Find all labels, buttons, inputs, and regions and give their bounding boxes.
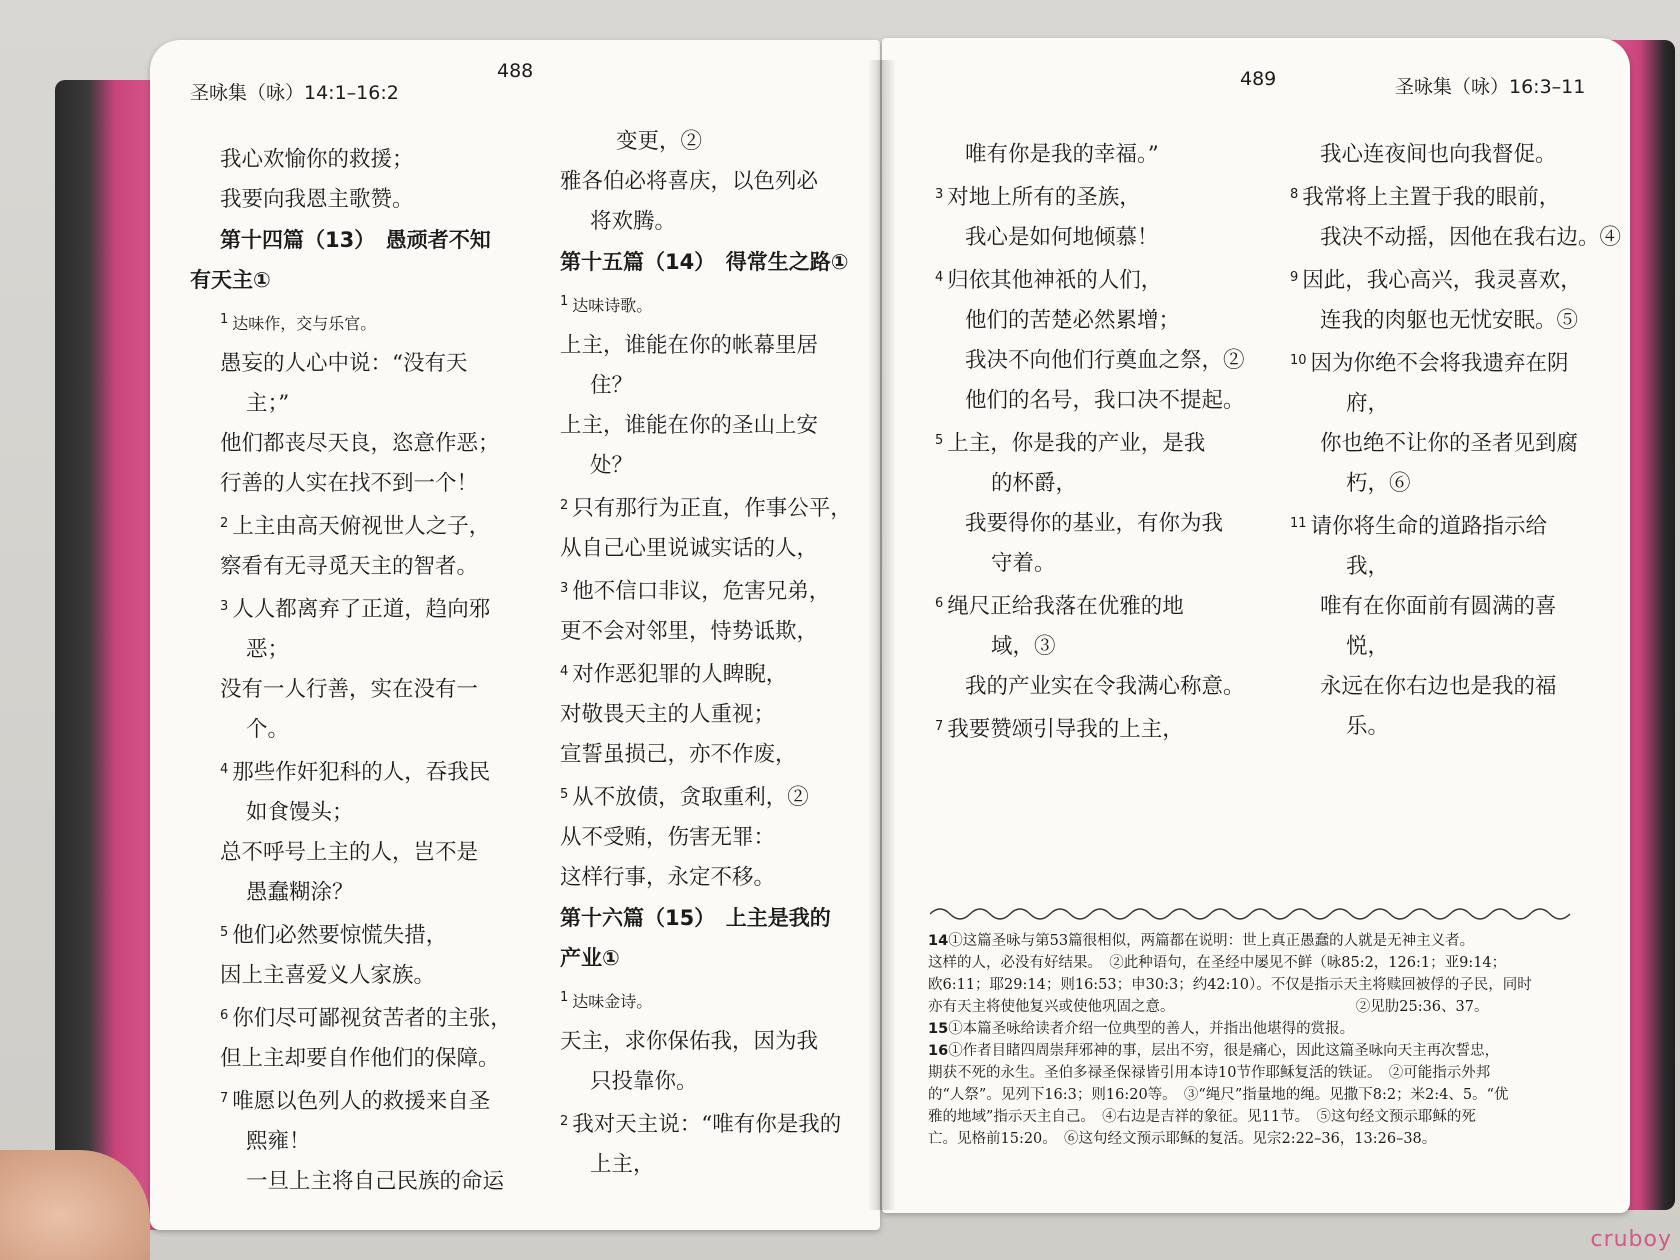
verse-text: 一旦上主将自己民族的命运 (246, 1169, 505, 1194)
verse-text: 上主，谁能在你的圣山上安 (560, 413, 819, 438)
verse-line (560, 858, 880, 898)
footnote-text: 的“人祭”。见列下16:3；则16:20等。 ③“绳尺”指量地的绳。见撒下8:2；米2:4、5。“优 (928, 1087, 1509, 1103)
verse-text: 你们尽可鄙视贫苦者的主张， (232, 1006, 512, 1031)
verse-text: 我要向我恩主歌赞。 (220, 187, 414, 212)
verse-line (190, 547, 530, 587)
verse-text: 连我的肉躯也无忧安眠。⑤ (1320, 308, 1579, 333)
verse-text: 的杯爵， (991, 471, 1078, 496)
verse-line (560, 569, 880, 612)
verse-line (935, 707, 1275, 750)
verse-number: 9 (1290, 270, 1299, 285)
verse-number: 2 (560, 498, 569, 513)
footnote-text: ①本篇圣咏给读者介绍一位典型的善人，并指出他堪得的赏报。 (948, 1021, 1355, 1037)
verse-text: 我要得你的基业，有你为我 (965, 511, 1224, 536)
footnote-line (928, 1084, 1588, 1106)
verse-text: 唯愿以色列人的救援来自圣 (232, 1089, 491, 1114)
verse-text: 处？ (590, 453, 634, 478)
verse-number: 1 (220, 312, 229, 327)
verse-text: 总不呼号上主的人，岂不是 (220, 840, 479, 865)
verse-text: 变更，② (616, 129, 703, 154)
footnote-text: 这样的人，必没有好结果。 ②此种语句，在圣经中屡见不鲜（咏85:2，126:1；亚9:14； (928, 955, 1507, 971)
footnote-text: 亦有天主将使他复兴或使他巩固之意。 ②见肋25:36、37。 (928, 999, 1489, 1015)
verse-text: 我心欢愉你的救援； (220, 147, 414, 172)
verse-line (560, 978, 880, 1022)
verse-number: 10 (1290, 353, 1307, 368)
left-running-head: 圣咏集（咏）14:1–16:2 (190, 82, 399, 104)
verse-number: 4 (220, 762, 229, 777)
verse-line (935, 258, 1275, 301)
verse-line (190, 956, 530, 996)
verse-line (190, 1122, 530, 1162)
verse-number: 1 (560, 294, 569, 309)
verse-line (560, 122, 880, 162)
verse-number: 3 (560, 581, 569, 596)
verse-number: 5 (220, 925, 229, 940)
psalm-heading (560, 242, 880, 282)
psalm-heading (560, 938, 880, 978)
footnote-line (928, 1018, 1588, 1040)
verse-line (560, 162, 880, 202)
verse-line (560, 775, 880, 818)
verse-line (560, 486, 880, 529)
verse-line (190, 180, 530, 220)
verse-text: 我要赞颂引导我的上主， (947, 717, 1184, 742)
footnote-text: 亡。见格前15:20。 ⑥这句经文预示耶稣的复活。见宗2:22–36，13:26–38。 (928, 1131, 1437, 1147)
right-page-column-1 (935, 135, 1275, 750)
footnote-line (928, 974, 1588, 996)
verse-line (190, 1079, 530, 1122)
verse-number: 7 (935, 719, 944, 734)
footnote-text: 期获不死的永生。圣伯多禄圣保禄皆引用本诗10节作耶稣复活的铁证。 ②可能指示外邦 (928, 1065, 1491, 1081)
verse-line (190, 793, 530, 833)
verse-text: 请你将生命的道路指示给 (1310, 514, 1548, 539)
verse-text: 我心是如何地倾慕！ (965, 225, 1159, 250)
verse-line (935, 381, 1275, 421)
verse-text: 他们都丧尽天良，恣意作恶； (220, 431, 500, 456)
verse-text: 产业① (560, 946, 620, 970)
verse-line (1290, 547, 1620, 587)
verse-line (1290, 667, 1620, 707)
verse-line (560, 695, 880, 735)
verse-number: 5 (560, 787, 569, 802)
footnote-text: ①这篇圣咏与第53篇很相似，两篇都在说明：世上真正愚蠢的人就是无神主义者。 (948, 933, 1475, 949)
verse-line (190, 424, 530, 464)
verse-text: 雅各伯必将喜庆，以色列必 (560, 169, 819, 194)
verse-text: 唯有在你面前有圆满的喜 (1320, 594, 1557, 619)
verse-text: 主；” (246, 391, 290, 416)
footnote-line (928, 1040, 1588, 1062)
verse-line (935, 504, 1275, 544)
footnote-line (928, 952, 1588, 974)
verse-line (190, 670, 530, 710)
verse-text: 他们的苦楚必然累增； (965, 308, 1181, 333)
verse-line (935, 421, 1275, 464)
verse-text: 我对天主说：“唯有你是我的 (572, 1112, 842, 1137)
verse-text: 域，③ (991, 634, 1056, 659)
verse-line (935, 341, 1275, 381)
verse-line (190, 873, 530, 913)
verse-number: 6 (935, 596, 944, 611)
verse-number: 1 (560, 990, 569, 1005)
verse-text: 绳尺正给我落在优雅的地 (947, 594, 1184, 619)
footnotes (928, 930, 1588, 1150)
verse-text: 对地上所有的圣族， (947, 185, 1141, 210)
verse-line (560, 652, 880, 695)
verse-line (1290, 504, 1620, 547)
psalm-heading (560, 898, 880, 938)
verse-text: 没有一人行善，实在没有一 (220, 677, 479, 702)
watermark: cruboy (1590, 1227, 1672, 1252)
verse-line (1290, 384, 1620, 424)
footnote-text: 欧6:11；耶29:14；则16:53；申30:3；约42:10）。不仅是指示天主将赎回被俘的子民，同时 (928, 977, 1532, 993)
verse-line (190, 384, 530, 424)
verse-text: 只有那行为正直，作事公平， (572, 496, 852, 521)
verse-text: 悦， (1346, 634, 1390, 659)
right-page-number: 489 (1240, 68, 1277, 90)
book-cover-left-edge (55, 80, 165, 1230)
verse-text: 我， (1346, 554, 1390, 579)
verse-text: 因上主喜爱义人家族。 (220, 963, 436, 988)
verse-line (190, 630, 530, 670)
footnote-psalm-number: 15 (928, 1021, 949, 1037)
verse-text: 从自己心里说诚实话的人， (560, 536, 819, 561)
verse-text: 将欢腾。 (590, 209, 677, 234)
verse-text: 上主，你是我的产业，是我 (947, 431, 1206, 456)
verse-text: 达味诗歌。 (572, 296, 653, 315)
verse-text: 乐。 (1346, 714, 1390, 739)
verse-text: 从不放债，贪取重利，② (572, 785, 809, 810)
verse-line (1290, 175, 1620, 218)
verse-text: 上主，谁能在你的帐幕里居 (560, 333, 819, 358)
verse-text: 我决不向他们行奠血之祭，② (965, 348, 1245, 373)
verse-text: 对作恶犯罪的人睥睨， (572, 662, 788, 687)
verse-text: 府， (1346, 391, 1390, 416)
verse-line (560, 282, 880, 326)
verse-number: 11 (1290, 516, 1307, 531)
verse-line (1290, 707, 1620, 747)
verse-text: 我心连夜间也向我督促。 (1320, 142, 1557, 167)
verse-text: 更不会对邻里，恃势诋欺， (560, 619, 819, 644)
verse-text: 我决不动摇，因他在我右边。④ (1320, 225, 1622, 250)
verse-text: 他们的名号，我口决不提起。 (965, 388, 1245, 413)
verse-line (560, 529, 880, 569)
verse-line (1290, 627, 1620, 667)
verse-text: 察看有无寻觅天主的智者。 (220, 554, 479, 579)
verse-line (560, 1022, 880, 1062)
verse-line (935, 218, 1275, 258)
verse-text: 唯有你是我的幸福。” (965, 142, 1159, 167)
verse-text: 但上主却要自作他们的保障。 (220, 1046, 500, 1071)
footnote-line (928, 1106, 1588, 1128)
verse-line (935, 584, 1275, 627)
verse-line (190, 833, 530, 873)
verse-line (190, 587, 530, 630)
verse-line (190, 344, 530, 384)
verse-text: 归依其他神祇的人们， (947, 268, 1163, 293)
verse-line (190, 710, 530, 750)
verse-text: 那些作奸犯科的人，吞我民 (232, 760, 491, 785)
verse-line (1290, 258, 1620, 301)
verse-text: 愚妄的人心中说：“没有天 (220, 351, 468, 376)
verse-text: 熙雍！ (246, 1129, 311, 1154)
verse-line (560, 406, 880, 446)
footnote-divider-wave (930, 900, 1580, 924)
verse-line (935, 135, 1275, 175)
footnote-psalm-number: 14 (928, 933, 949, 949)
verse-text: 第十五篇（14） 得常生之路① (560, 250, 849, 274)
verse-number: 8 (1290, 187, 1299, 202)
verse-line (560, 818, 880, 858)
verse-text: 因为你绝不会将我遗弃在阴 (1310, 351, 1569, 376)
footnote-line (928, 1062, 1588, 1084)
verse-text: 因此，我心高兴，我灵喜欢， (1302, 268, 1582, 293)
verse-line (190, 996, 530, 1039)
left-page-number: 488 (497, 60, 534, 82)
verse-text: 达味金诗。 (572, 992, 653, 1011)
verse-number: 6 (220, 1008, 229, 1023)
verse-line (190, 504, 530, 547)
verse-line (935, 301, 1275, 341)
verse-text: 人人都离弃了正道，趋向邪 (232, 597, 491, 622)
verse-line (935, 627, 1275, 667)
verse-text: 我的产业实在令我满心称意。 (965, 674, 1245, 699)
verse-text: 有天主① (190, 268, 271, 292)
left-page-column-2 (560, 122, 880, 1185)
verse-line (560, 366, 880, 406)
verse-line (560, 326, 880, 366)
verse-number: 3 (935, 187, 944, 202)
verse-line (560, 1102, 880, 1145)
verse-line (190, 300, 530, 344)
left-page-column-1 (190, 140, 530, 1202)
verse-text: 永远在你右边也是我的福 (1320, 674, 1557, 699)
verse-text: 从不受贿，伤害无罪： (560, 825, 776, 850)
verse-text: 上主由高天俯视世人之子， (232, 514, 491, 539)
verse-text: 天主，求你保佑我，因为我 (560, 1029, 819, 1054)
verse-text: 对敬畏天主的人重视； (560, 702, 776, 727)
verse-line (935, 175, 1275, 218)
verse-line (935, 464, 1275, 504)
verse-line (190, 1039, 530, 1079)
verse-line (190, 140, 530, 180)
verse-line (1290, 301, 1620, 341)
footnote-line (928, 930, 1588, 952)
verse-line (935, 544, 1275, 584)
right-page-column-2 (1290, 135, 1620, 747)
right-running-head: 圣咏集（咏）16:3–11 (1395, 76, 1586, 98)
verse-line (560, 612, 880, 652)
verse-text: 住？ (590, 373, 634, 398)
psalm-heading (190, 220, 530, 260)
verse-text: 只投靠你。 (590, 1069, 698, 1094)
verse-number: 2 (560, 1114, 569, 1129)
footnote-line (928, 996, 1588, 1018)
verse-text: 个。 (246, 717, 290, 742)
verse-text: 第十六篇（15） 上主是我的 (560, 906, 831, 930)
verse-line (190, 464, 530, 504)
verse-line (1290, 424, 1620, 464)
verse-text: 愚蠢糊涂？ (246, 880, 354, 905)
footnote-text: 雅的地域”指示天主自己。 ④右边是吉祥的象征。见11节。 ⑤这句经文预示耶稣的死 (928, 1109, 1476, 1125)
verse-line (190, 1162, 530, 1202)
verse-line (560, 735, 880, 775)
verse-line (560, 1062, 880, 1102)
verse-line (935, 667, 1275, 707)
verse-line (1290, 587, 1620, 627)
verse-text: 恶； (246, 637, 290, 662)
verse-text: 这样行事，永定不移。 (560, 865, 776, 890)
verse-text: 上主， (590, 1152, 655, 1177)
verse-text: 守着。 (991, 551, 1056, 576)
verse-text: 朽，⑥ (1346, 471, 1411, 496)
verse-text: 行善的人实在找不到一个！ (220, 471, 479, 496)
verse-line (190, 750, 530, 793)
verse-text: 他不信口非议，危害兄弟， (572, 579, 831, 604)
footnote-text: ①作者目睹四周崇拜邪神的事，层出不穷，很是痛心，因此这篇圣咏向天主再次誓忠， (948, 1043, 1500, 1059)
verse-number: 5 (935, 433, 944, 448)
verse-line (560, 446, 880, 486)
verse-number: 4 (935, 270, 944, 285)
verse-line (1290, 464, 1620, 504)
verse-number: 3 (220, 599, 229, 614)
verse-text: 如食馒头； (246, 800, 354, 825)
verse-text: 第十四篇（13） 愚顽者不知 (220, 228, 491, 252)
verse-text: 他们必然要惊慌失措， (232, 923, 448, 948)
verse-text: 你也绝不让你的圣者见到腐 (1320, 431, 1579, 456)
verse-line (1290, 218, 1620, 258)
verse-number: 7 (220, 1091, 229, 1106)
verse-text: 达味作，交与乐官。 (232, 314, 377, 333)
footnote-line (928, 1128, 1588, 1150)
verse-line (560, 1145, 880, 1185)
verse-number: 2 (220, 516, 229, 531)
verse-line (560, 202, 880, 242)
psalm-heading (190, 260, 530, 300)
verse-text: 我常将上主置于我的眼前， (1302, 185, 1561, 210)
verse-number: 4 (560, 664, 569, 679)
footnote-psalm-number: 16 (928, 1043, 949, 1059)
verse-line (1290, 341, 1620, 384)
verse-line (190, 913, 530, 956)
verse-text: 宣誓虽损己，亦不作废， (560, 742, 797, 767)
verse-line (1290, 135, 1620, 175)
